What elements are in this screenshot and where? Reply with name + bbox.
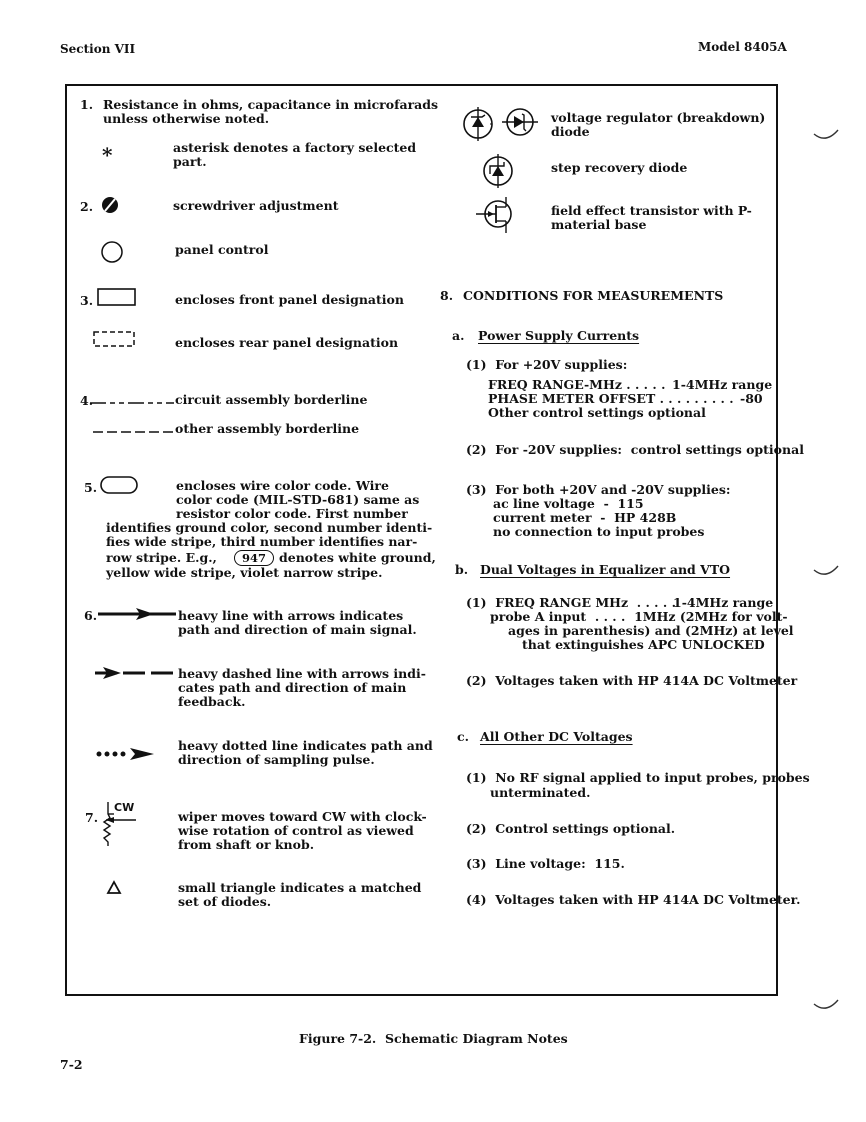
wire-color-line-5: fies wide stripe, third number identifies nar- — [106, 534, 418, 549]
a3: (3) For both +20V and -20V supplies: — [466, 482, 731, 497]
rear-panel-box-icon — [93, 331, 137, 351]
wire-color-last: yellow wide stripe, violet narrow stripe. — [106, 565, 383, 580]
c-label: c. — [457, 729, 469, 744]
eg-code-oval: 947 — [234, 550, 274, 566]
c2: (2) Control settings optional. — [466, 821, 676, 836]
note-1-line-2: unless otherwise noted. — [103, 111, 270, 126]
asterisk-desc-1: asterisk denotes a factory selected — [173, 140, 417, 155]
a3-line-3: no connection to input probes — [493, 524, 705, 539]
margin-mark-1 — [812, 126, 842, 142]
a1-phase-value: -80 — [740, 391, 763, 406]
screwdriver-adjust-icon — [100, 195, 120, 215]
panel-control-desc: panel control — [175, 242, 269, 257]
fet-desc-1: field effect transistor with P- — [551, 203, 752, 218]
note-1-line-1: Resistance in ohms, capacitance in microfarads — [103, 97, 439, 112]
note-6-number: 6. — [84, 608, 98, 623]
wire-color-line-2: color code (MIL-STD-681) same as — [176, 492, 420, 507]
heavy-dotted-arrow-icon — [96, 747, 158, 761]
rear-panel-desc: encloses rear panel designation — [175, 335, 399, 350]
c1-line-2: unterminated. — [490, 785, 591, 800]
b2: (2) Voltages taken with HP 414A DC Voltmeter — [466, 673, 798, 688]
eg-suffix: denotes white ground, — [279, 550, 436, 565]
b1-line-2: ages in parenthesis) and (2MHz) at level — [508, 623, 794, 638]
zener-diode-icon — [462, 105, 542, 145]
b-title: Dual Voltages in Equalizer and VTO — [480, 562, 731, 577]
a1-other: Other control settings optional — [488, 405, 706, 420]
circuit-borderline-icon — [90, 400, 174, 406]
front-panel-desc: encloses front panel designation — [175, 292, 404, 307]
page-number: 7-2 — [60, 1057, 83, 1072]
front-panel-box-icon — [97, 288, 137, 308]
wiper-desc-1: wiper moves toward CW with clock- — [178, 809, 427, 824]
wiper-desc-2: wise rotation of control as viewed — [178, 823, 414, 838]
wire-color-line-4: identifies ground color, second number identi- — [106, 520, 433, 535]
a1-freq-value: 1-4MHz range — [672, 377, 773, 392]
section-8-number: 8. — [440, 288, 454, 303]
triangle-desc-2: set of diodes. — [178, 894, 272, 909]
other-assembly-desc: other assembly borderline — [175, 421, 360, 436]
wire-color-line-1: encloses wire color code. Wire — [176, 478, 389, 493]
triangle-icon — [106, 880, 122, 896]
heavy-dashed-arrow-icon — [95, 667, 175, 679]
panel-control-icon — [100, 240, 124, 264]
screwdriver-desc: screwdriver adjustment — [173, 198, 339, 213]
margin-mark-2 — [812, 562, 842, 578]
eg-prefix: row stripe. E.g., — [106, 550, 217, 565]
triangle-desc-1: small triangle indicates a matched — [178, 880, 422, 895]
wire-color-line-3: resistor color code. First number — [176, 506, 408, 521]
asterisk-icon: * — [102, 143, 113, 167]
heavy-dotted-desc-1: heavy dotted line indicates path and — [178, 738, 433, 753]
note-3-number: 3. — [80, 293, 94, 308]
a3-line-1: ac line voltage - 115 — [493, 496, 644, 511]
heavy-dashed-desc-2: cates path and direction of main — [178, 680, 407, 695]
c-title: All Other DC Voltages — [480, 729, 633, 744]
step-recovery-desc: step recovery diode — [551, 160, 688, 175]
b1-label: (1) FREQ RANGE MHz . . . . . — [466, 595, 676, 610]
note-1-number: 1. — [80, 97, 94, 112]
c3: (3) Line voltage: 115. — [466, 856, 625, 871]
zener-desc-2: diode — [551, 124, 590, 139]
a3-line-2: current meter - HP 428B — [493, 510, 677, 525]
b1-value: 1-4MHz range — [673, 595, 774, 610]
note-4-number: 4. — [80, 393, 94, 408]
a-title: Power Supply Currents — [478, 328, 640, 343]
c4: (4) Voltages taken with HP 414A DC Voltmeter. — [466, 892, 801, 907]
a1: (1) For +20V supplies: — [466, 357, 628, 372]
circuit-assembly-desc: circuit assembly borderline — [175, 392, 368, 407]
other-borderline-icon — [93, 429, 173, 435]
c1-line-1: (1) No RF signal applied to input probes, probes — [466, 770, 810, 785]
step-recovery-diode-icon — [480, 152, 516, 190]
note-7-number: 7. — [85, 810, 99, 825]
cw-label: CW — [114, 801, 135, 814]
heavy-line-arrow-icon — [98, 608, 176, 620]
a1-freq-label: FREQ RANGE-MHz . . . . . — [488, 377, 666, 392]
heavy-dashed-desc-3: feedback. — [178, 694, 246, 709]
a2: (2) For -20V supplies: control settings optional — [466, 442, 804, 457]
note-2-number: 2. — [80, 199, 94, 214]
a-label: a. — [452, 328, 465, 343]
heavy-line-desc-1: heavy line with arrows indicates — [178, 608, 404, 623]
wiper-desc-3: from shaft or knob. — [178, 837, 315, 852]
heavy-dashed-desc-1: heavy dashed line with arrows indi- — [178, 666, 426, 681]
section-label: Section VII — [60, 42, 136, 56]
margin-mark-3 — [812, 996, 842, 1012]
model-label: Model 8405A — [698, 40, 787, 54]
b1-line-1: probe A input . . . . 1MHz (2MHz for volt- — [490, 609, 788, 624]
fet-icon — [474, 195, 518, 235]
note-5-number: 5. — [84, 480, 98, 495]
asterisk-desc-2: part. — [173, 154, 207, 169]
b-label: b. — [455, 562, 469, 577]
a1-phase-label: PHASE METER OFFSET . . . . . . . . . — [488, 391, 734, 406]
figure-caption: Figure 7-2. Schematic Diagram Notes — [299, 1031, 568, 1046]
zener-desc-1: voltage regulator (breakdown) — [551, 110, 766, 125]
fet-desc-2: material base — [551, 217, 647, 232]
section-8-title: CONDITIONS FOR MEASUREMENTS — [463, 288, 724, 303]
b1-line-3: that extinguishes APC UNLOCKED — [522, 637, 765, 652]
heavy-line-desc-2: path and direction of main signal. — [178, 622, 417, 637]
heavy-dotted-desc-2: direction of sampling pulse. — [178, 752, 375, 767]
wire-color-oval-icon — [100, 475, 140, 497]
